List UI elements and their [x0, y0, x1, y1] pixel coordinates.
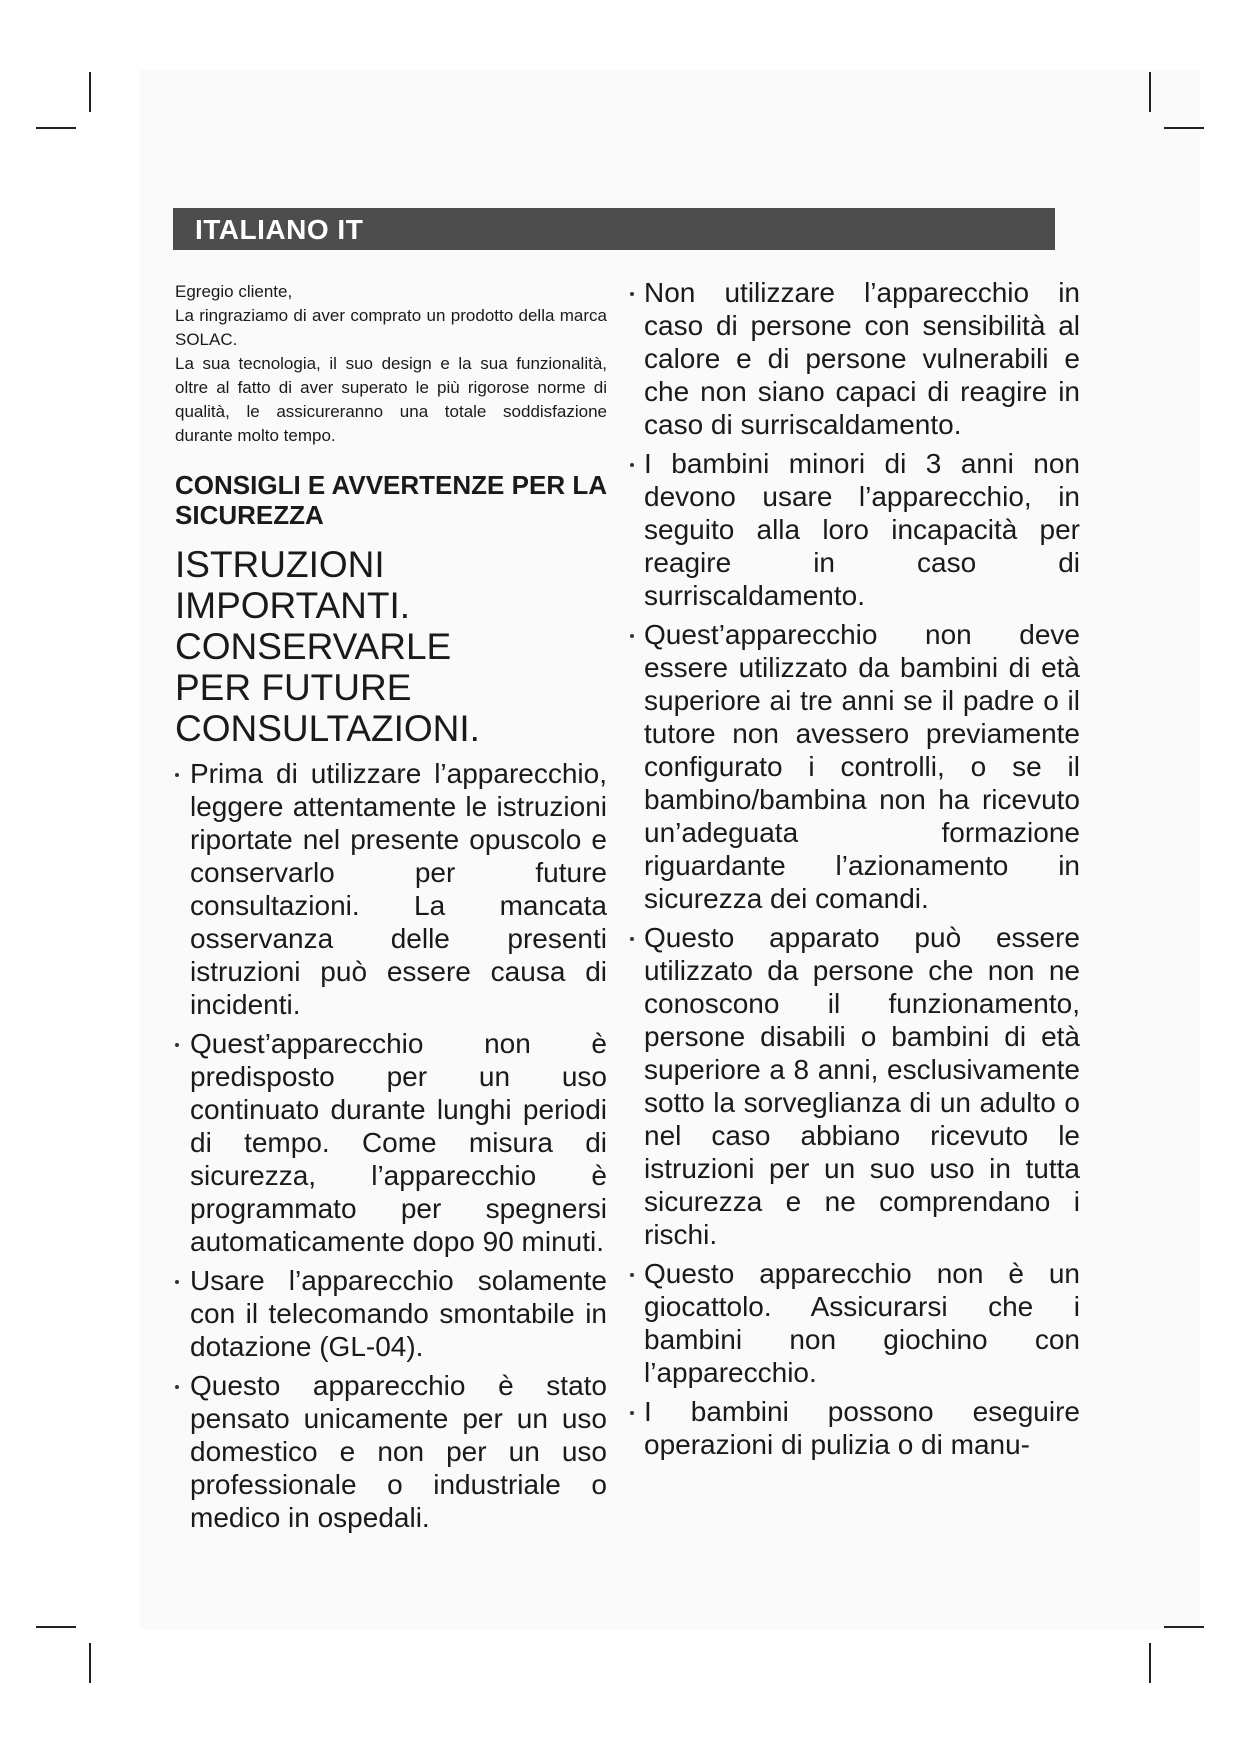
intro-greeting: Egregio cliente, — [175, 282, 293, 301]
important-line: CONSULTAZIONI. — [175, 708, 480, 749]
list-item — [630, 921, 1080, 1251]
list-item-text: Questo apparecchio non è un giocattolo. Assicurarsi che i bambini non giochino con l’apparecchio. — [644, 1258, 1080, 1388]
list-item — [630, 447, 1080, 612]
intro-thanks: La ringraziamo di aver comprato un prodotto della marca SOLAC. — [175, 306, 607, 349]
list-item-text: Questo apparecchio è stato pensato unicamente per un uso domestico e non per un uso professionale o industriale o medico in ospedali. — [190, 1370, 607, 1533]
important-line: IMPORTANTI. — [175, 585, 411, 626]
list-item-text: Quest’apparecchio non deve essere utilizzato da bambini di età superiore ai tre anni se il padre o il tutore non avessero previamente configurato i controlli, o se il bambino/bambina non ha ricevuto un’adeguata formazione riguardante l’azionamento in sicurezza dei comandi. — [644, 619, 1080, 914]
bullet-icon — [175, 1280, 179, 1284]
important-line: PER FUTURE — [175, 667, 412, 708]
list-item — [630, 1257, 1080, 1389]
right-column — [630, 276, 1080, 1467]
bullet-icon — [175, 1385, 179, 1389]
crop-mark-top-right-vertical — [1149, 72, 1151, 112]
list-item — [175, 1027, 607, 1258]
list-item — [175, 757, 607, 1021]
list-item — [630, 618, 1080, 915]
safety-heading: CONSIGLI E AVVERTENZE PER LA SICUREZZA — [175, 470, 607, 530]
list-item — [630, 276, 1080, 441]
crop-mark-bottom-left-horizontal — [36, 1626, 76, 1628]
bullet-icon — [630, 1411, 634, 1415]
intro-paragraph: La sua tecnologia, il suo design e la sua funzionalità, oltre al fatto di aver superato le più rigorose norme di qualità, le assicureranno una totale soddisfazione durante molto tempo. — [175, 354, 607, 445]
list-item-text: Questo apparato può essere utilizzato da persone che non ne conoscono il funzionamento, persone disabili o bambini di età superiore a 8 anni, esclusivamente sotto la sorveglianza di un adulto o nel caso abbiano ricevuto le istruzioni per un suo uso in tutta sicurezza e ne comprendano i rischi. — [644, 922, 1080, 1250]
language-banner — [173, 208, 1055, 250]
list-item-text: Prima di utilizzare l’apparecchio, leggere attentamente le istruzioni riportate nel presente opuscolo e conservarlo per future consultazioni. La mancata osservanza delle presenti istruzioni può essere causa di incidenti. — [190, 758, 607, 1020]
bullet-icon — [175, 773, 179, 777]
list-item — [175, 1369, 607, 1534]
crop-mark-top-right-horizontal — [1164, 127, 1204, 129]
list-item — [630, 1395, 1080, 1461]
bullet-icon — [630, 634, 634, 638]
left-column — [175, 280, 607, 1540]
list-item-text: I bambini possono eseguire operazioni di pulizia o di manu- — [644, 1396, 1080, 1460]
list-item-text: I bambini minori di 3 anni non devono usare l’apparecchio, in seguito alla loro incapacità per reagire in caso di surriscaldamento. — [644, 448, 1080, 611]
bullet-icon — [630, 1273, 634, 1277]
list-item-text: Quest’apparecchio non è predisposto per un uso continuato durante lunghi periodi di tempo. Come misura di sicurezza, l’apparecchio è programmato per spegnersi automaticamente dopo 90 minuti. — [190, 1028, 607, 1257]
important-instructions-heading — [175, 544, 607, 749]
bullet-icon — [630, 937, 634, 941]
list-item-text: Usare l’apparecchio solamente con il telecomando smontabile in dotazione (GL-04). — [190, 1265, 607, 1362]
crop-mark-bottom-left-vertical — [89, 1643, 91, 1683]
crop-mark-bottom-right-horizontal — [1164, 1626, 1204, 1628]
crop-mark-top-left-horizontal — [36, 127, 76, 129]
important-line: CONSERVARLE — [175, 626, 452, 667]
list-item-text: Non utilizzare l’apparecchio in caso di persone con sensibilità al calore e di persone vulnerabili e che non siano capaci di reagire in caso di surriscaldamento. — [644, 277, 1080, 440]
bullet-icon — [175, 1043, 179, 1047]
bullet-icon — [630, 463, 634, 467]
left-safety-list — [175, 757, 607, 1534]
list-item — [175, 1264, 607, 1363]
crop-mark-bottom-right-vertical — [1149, 1643, 1151, 1683]
right-safety-list — [630, 276, 1080, 1461]
crop-mark-top-left-vertical — [89, 72, 91, 112]
language-title: ITALIANO IT — [195, 214, 364, 245]
bullet-icon — [630, 292, 634, 296]
important-line: ISTRUZIONI — [175, 544, 385, 585]
